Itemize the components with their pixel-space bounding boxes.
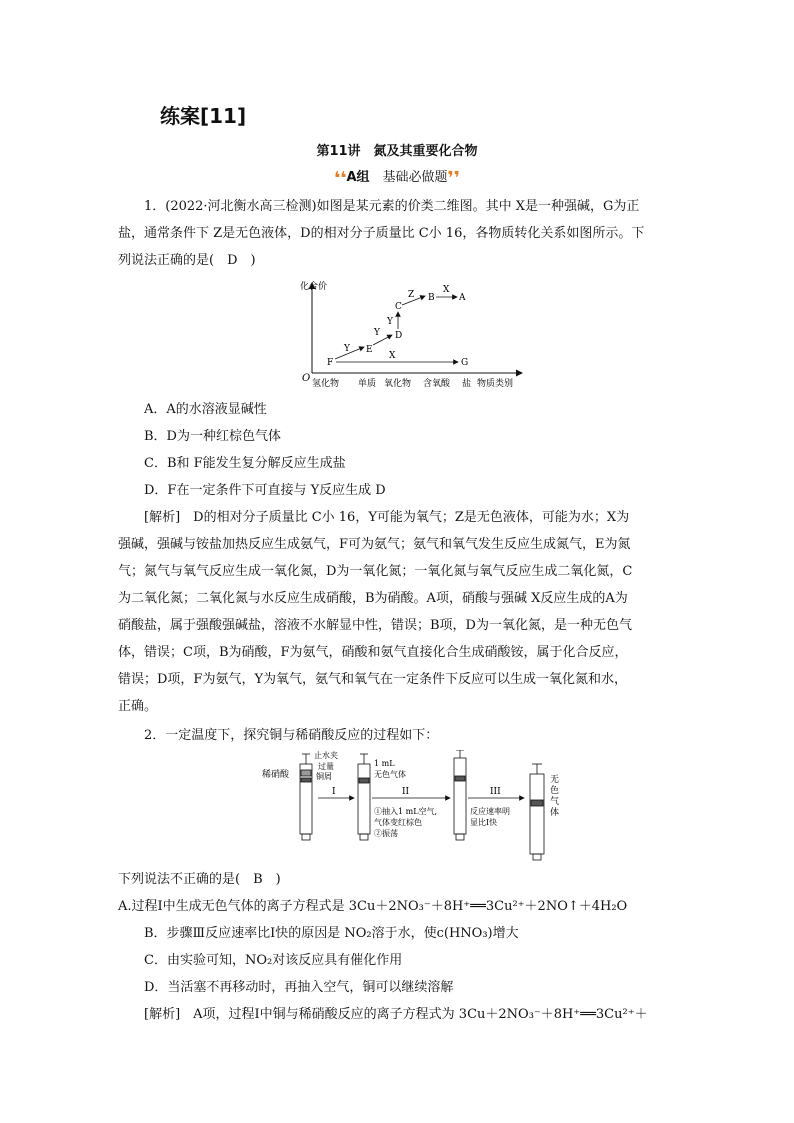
label-clamp: 止水夹 [314, 751, 338, 760]
arrow-label-y: Y [374, 328, 380, 338]
arrow-label-y: Y [344, 344, 350, 354]
step-ii: II [402, 787, 410, 797]
valence-class-diagram [292, 275, 532, 393]
node-f: F [327, 358, 334, 368]
origin-label: O [302, 373, 311, 384]
x-category: 含氧酸 [423, 379, 451, 389]
syringe-4 [530, 764, 544, 860]
note-1: ①抽入1 mL空气, [374, 807, 438, 816]
group-heading [0, 166, 794, 189]
q1-analysis-line: 气；氮气与氧气反应生成一氧化氮，D为一氧化氮；一氧化氮与氧气反应生成二氧化氮，C [118, 564, 633, 579]
label-excess: 过量 [318, 762, 334, 771]
x-category: 单质 [358, 379, 377, 389]
note-3: ②振荡 [374, 829, 398, 838]
syringe-1 [300, 754, 312, 840]
open-quote-icon: ❛❛ [333, 168, 347, 189]
q2-analysis-line: [解析] A项，过程Ⅰ中铜与稀硝酸反应的离子方程式为 3Cu＋2NO₃⁻＋8H⁺══3Cu²⁺＋ [144, 1007, 648, 1022]
exercise-title: 练案[11] [160, 104, 247, 128]
x-category: 盐 [462, 379, 472, 389]
node-g: G [461, 358, 469, 368]
q2-stem: 2．一定温度下，探究铜与稀硝酸反应的过程如下： [144, 728, 439, 743]
lecture-heading: 第11讲 氮及其重要化合物 [316, 144, 478, 159]
syringe-2 [358, 754, 370, 840]
q1-analysis-line: 为二氧化氮；二氧化氮与水反应生成硝酸，B为硝酸。A项，硝酸与强碱 X反应生成的A为 [118, 591, 628, 606]
q1-option-d: D．F在一定条件下可直接与 Y反应生成 D [144, 483, 386, 498]
arrow-label-x: X [443, 285, 450, 295]
gas-label-char: 气 [550, 797, 560, 807]
node-d: D [395, 331, 403, 341]
q1-stem-line: 盐，通常条件下 Z是无色液体，D的相对分子质量比 C小 16，各物质转化关系如图所示。下 [118, 226, 645, 241]
label-copper: 铜屑 [316, 772, 332, 781]
q1-analysis-line: 强碱，强碱与铵盐加热反应生成氨气，F可为氨气；氨气和氧气发生反应生成氮气，E为氮 [118, 537, 631, 552]
group-tag: A组 [346, 170, 370, 185]
x-category: 氢化物 [312, 379, 340, 389]
q2-question: 下列说法不正确的是( B ) [118, 872, 281, 887]
arrow-label-x: X [389, 351, 396, 361]
q2-option-d: D．当活塞不再移动时，再抽入空气，铜可以继续溶解 [144, 980, 454, 995]
step-i: I [332, 787, 336, 797]
q1-option-c: C．B和 F能发生复分解反应生成盐 [144, 456, 346, 471]
arrow-label-z: Z [408, 290, 415, 300]
q2-option-a: A.过程Ⅰ中生成无色气体的离子方程式是 3Cu＋2NO₃⁻＋8H⁺══3Cu²⁺＋2NO↑＋4H₂O [118, 899, 628, 914]
label-volume: 1 mL [374, 759, 395, 768]
gas-label-char: 色 [550, 786, 560, 796]
q1-analysis-line: 正确。 [118, 699, 158, 714]
label-colorless-gas: 无色气体 [374, 770, 406, 779]
group-name: 基础必做题 [382, 170, 448, 185]
q2-option-b: B．步骤Ⅲ反应速率比Ⅰ快的原因是 NO₂溶于水，使c(HNO₃)增大 [144, 926, 519, 941]
q1-stem-line: 1．(2022·河北衡水高三检测)如图是某元素的价类二维图。其中 X是一种强碱，G为正 [144, 199, 640, 214]
node-a: A [459, 293, 466, 303]
x-category: 物质类别 [477, 379, 514, 389]
rate-note-2: 显比I快 [470, 818, 498, 827]
copper-nitric-acid-apparatus [262, 750, 582, 862]
rate-note-1: 反应速率明 [470, 807, 510, 816]
node-b: B [428, 293, 435, 303]
q1-analysis-line: 硝酸盐，属于强酸强碱盐，溶液不水解显中性，错误；B项，D为一氧化氮，是一种无色气 [118, 618, 632, 633]
q2-option-c: C．由实验可知，NO₂对该反应具有催化作用 [144, 953, 403, 968]
gas-label-char: 无 [550, 775, 560, 785]
q1-analysis-line: [解析] D的相对分子质量比 C小 16，Y可能为氧气；Z是无色液体，可能为水；X为 [144, 510, 630, 525]
q1-option-b: B．D为一种红棕色气体 [144, 429, 281, 444]
q1-analysis-line: 体，错误；C项，B为硝酸，F为氨气，硝酸和氨气直接化合生成硝酸铵，属于化合反应， [118, 645, 628, 660]
q1-analysis-line: 错误；D项，F为氨气，Y为氧气，氨气和氧气在一定条件下反应可以生成一氧化氮和水， [118, 672, 628, 687]
note-2: 气体变红棕色 [374, 818, 422, 827]
arrow-label-y: Y [387, 317, 393, 327]
label-dilute-acid: 稀硝酸 [262, 770, 290, 780]
syringe-3 [454, 750, 466, 840]
close-quote-icon: ❜❜ [447, 168, 461, 189]
gas-label-char: 体 [550, 808, 560, 818]
node-c: C [395, 302, 402, 312]
node-e: E [366, 345, 373, 355]
step-iii: III [490, 787, 501, 797]
x-category: 氧化物 [384, 379, 412, 389]
q1-stem-line: 列说法正确的是( D ) [118, 253, 256, 268]
q1-option-a: A．A的水溶液显碱性 [144, 402, 267, 417]
y-axis-label: 化合价 [300, 282, 328, 292]
